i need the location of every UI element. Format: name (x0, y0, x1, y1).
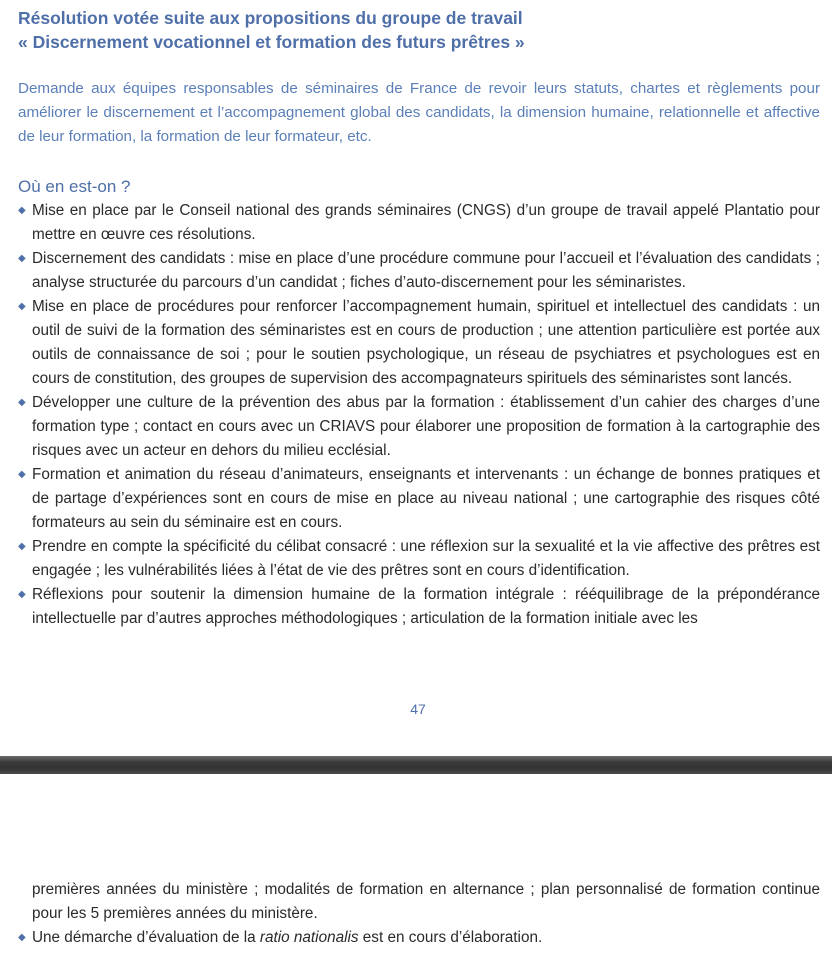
intro-paragraph: Demande aux équipes responsables de séminaires de France de revoir leurs statuts, chartes et règlements pour améliorer le discernement et l’accompagnement global des candidats, la dimension humaine, relationnelle et affective de leur formation, la formation de leur formateur, etc. (18, 80, 820, 145)
bullet-text-after: est en cours d’élaboration. (358, 929, 543, 946)
bullet-text: Prendre en compte la spécificité du célibat consacré : une réflexion sur la sexualité et la vie affective des prêtres est engagée ; les vulnérabilités liées à l’état de vie des prêtres sont en cours d’identification. (32, 538, 820, 579)
diamond-bullet-icon: ◆ (18, 541, 26, 552)
bullet-text: Mise en place par le Conseil national des grands séminaires (CNGS) d’un groupe de travail appelé Plantatio pour mettre en œuvre ces résolutions. (32, 202, 820, 243)
bullet-text: Réflexions pour soutenir la dimension humaine de la formation intégrale : rééquilibrage de la prépondérance intellectuelle par d’autres approches méthodologiques ; articulation de la formation initiale avec les (32, 586, 820, 627)
title-line-1: Résolution votée suite aux propositions du groupe de travail (18, 8, 523, 28)
bullet-item (18, 247, 820, 295)
diamond-bullet-icon: ◆ (18, 932, 26, 943)
bullet-text: Formation et animation du réseau d’animateurs, enseignants et intervenants : un échange de bonnes pratiques et de partage d’expériences sont en cours de mise en place au niveau national ; une cartographie des risques côté formateurs au sein du séminaire est en cours. (32, 466, 820, 531)
status-bullet-list (18, 199, 820, 631)
bullet-item (18, 926, 820, 950)
bullet-item (18, 199, 820, 247)
bullet-text: Développer une culture de la prévention des abus par la formation : établissement d’un cahier des charges d’une formation type ; contact en cours avec un CRIAVS pour élaborer une proposition de formation à la cartographie des risques avec un acteur en dehors du milieu ecclésial. (32, 394, 820, 459)
diamond-bullet-icon: ◆ (18, 589, 26, 600)
bullet-item (18, 463, 820, 535)
section-heading: Où en est-on ? (18, 177, 131, 196)
bullet-item (18, 583, 820, 631)
bullet-text: Discernement des candidats : mise en place d’une procédure commune pour l’accueil et l’évaluation des candidats ; analyse structurée du parcours d’un candidat ; fiches d’auto-discernement pour les séminaristes. (32, 250, 820, 291)
bullet-item (18, 391, 820, 463)
resolution-title (18, 6, 525, 54)
page-number: 47 (410, 701, 426, 717)
continued-bullet-text: premières années du ministère ; modalités de formation en alternance ; plan personnalisé de formation continue pour les 5 premières années du ministère. (32, 881, 820, 922)
page-separator (0, 756, 832, 774)
status-bullet-list-continued (18, 926, 820, 950)
bullet-text-italic: ratio nationalis (259, 929, 359, 946)
bullet-item (18, 535, 820, 583)
diamond-bullet-icon: ◆ (18, 253, 26, 264)
bullet-text-before: Une démarche d’évaluation de la (32, 929, 260, 946)
diamond-bullet-icon: ◆ (18, 397, 26, 408)
diamond-bullet-icon: ◆ (18, 205, 26, 216)
bullet-text: Mise en place de procédures pour renforcer l’accompagnement humain, spirituel et intellectuel des candidats : un outil de suivi de la formation des séminaristes est en cours de production ; une attention particulière est portée aux outils de connaissance de soi ; pour le soutien psychologique, un réseau de psychiatres et psychologues est en cours de constitution, des groupes de supervision des accompagnateurs spirituels des séminaristes sont lancés. (32, 298, 820, 387)
bullet-item (18, 295, 820, 391)
diamond-bullet-icon: ◆ (18, 301, 26, 312)
title-line-2: « Discernement vocationnel et formation des futurs prêtres » (18, 32, 525, 52)
page-48 (0, 774, 832, 956)
diamond-bullet-icon: ◆ (18, 469, 26, 480)
